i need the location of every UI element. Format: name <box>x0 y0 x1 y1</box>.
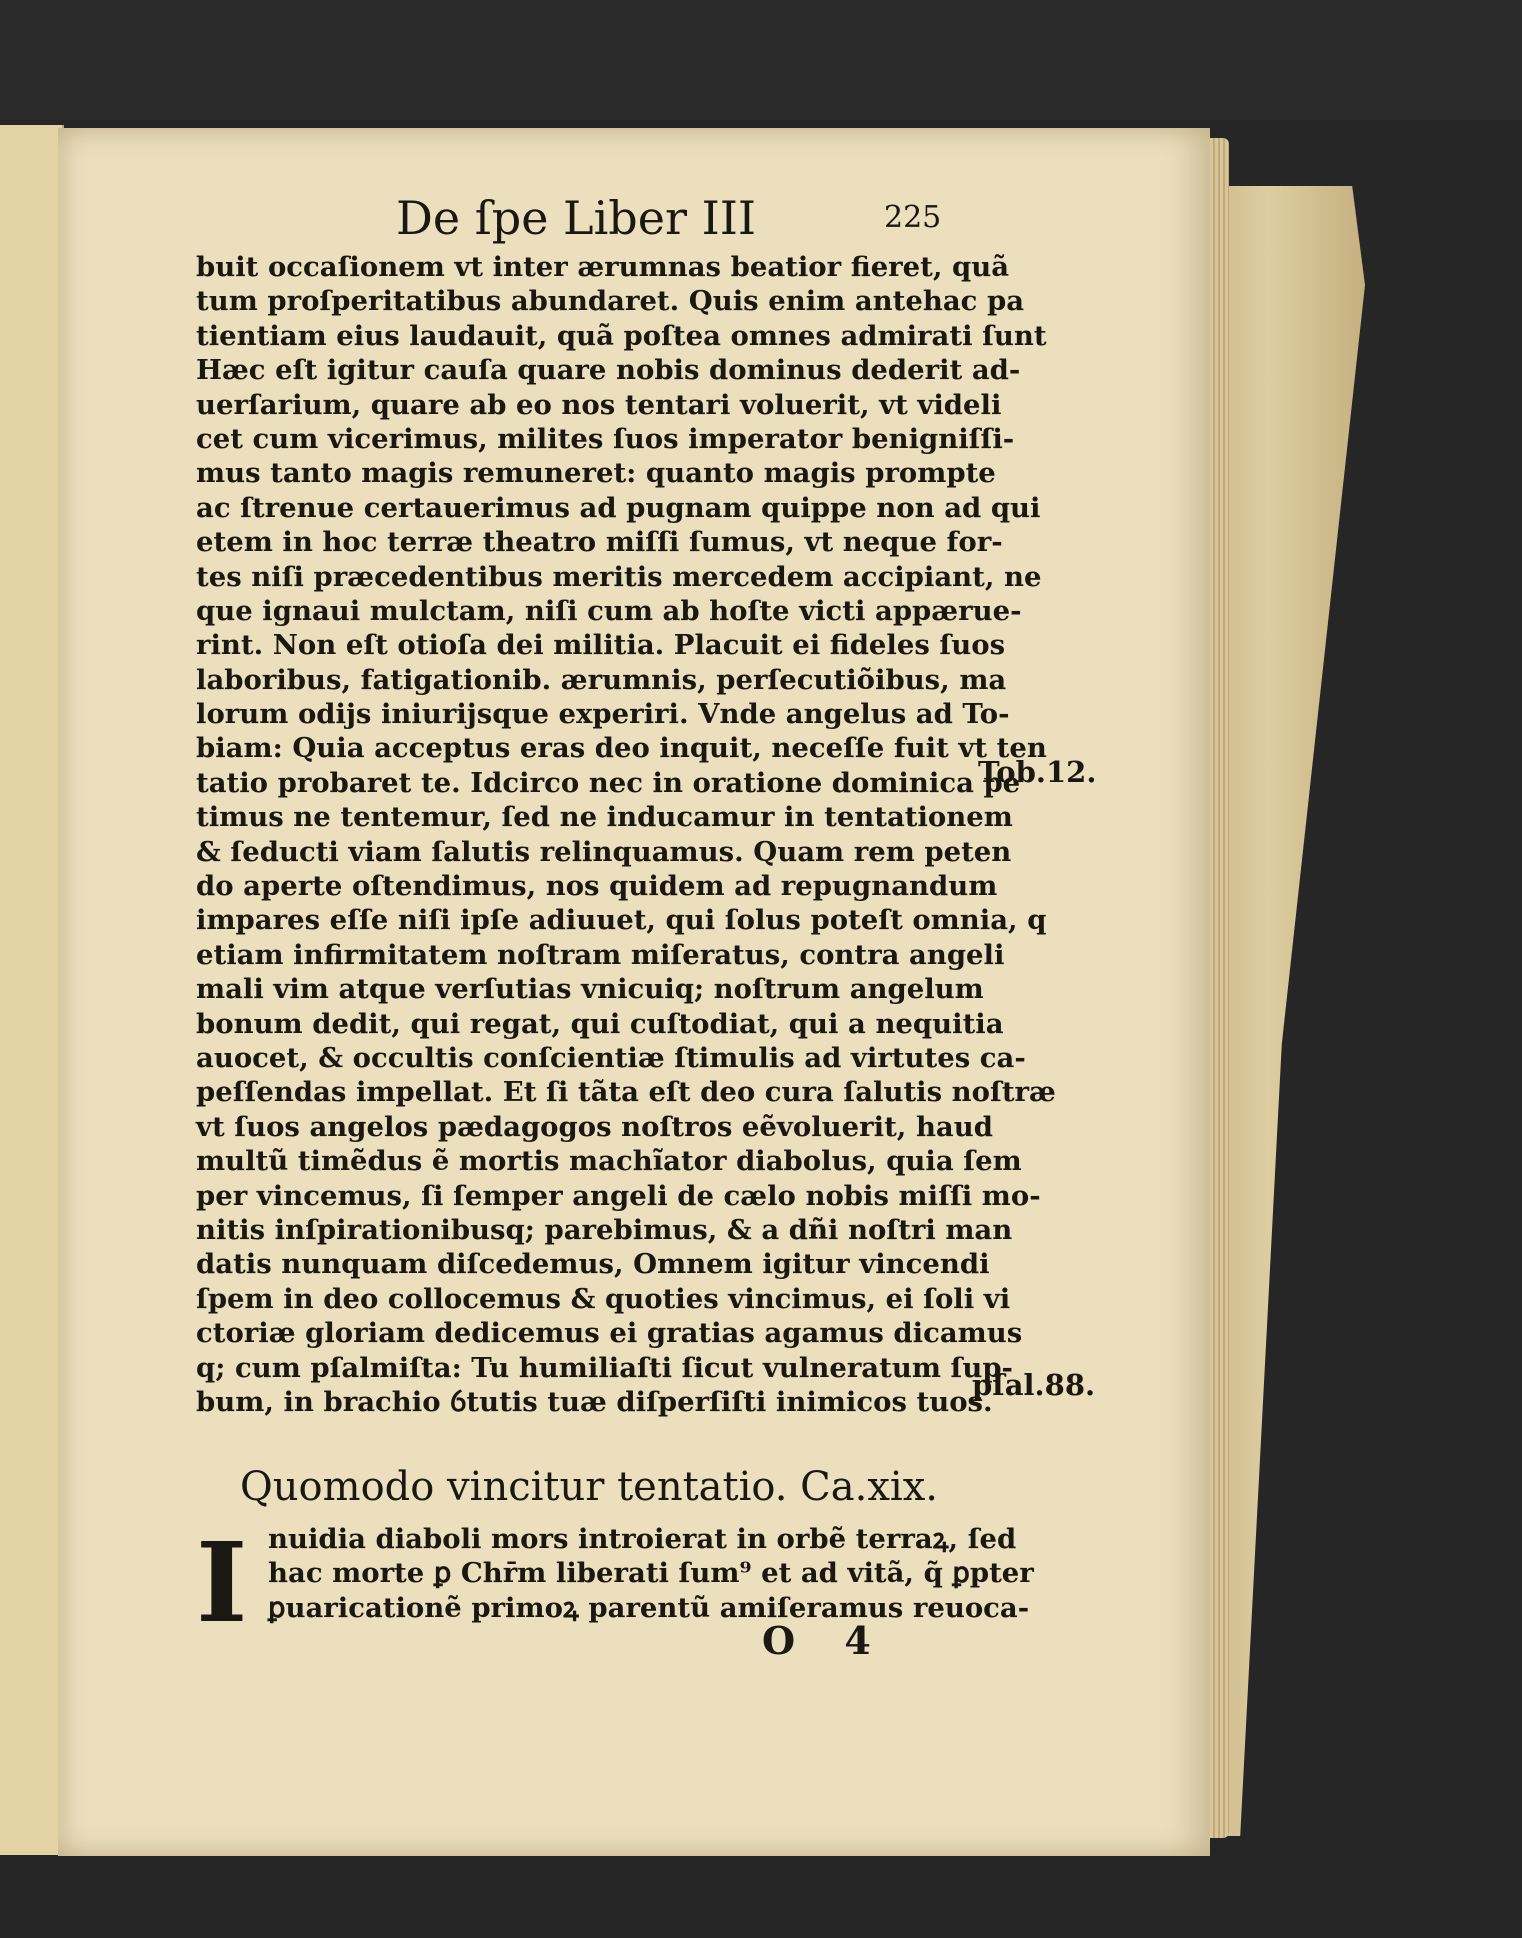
text-line: datis nunquam diſcedemus, Omnem igitur vincendi <box>196 1248 990 1281</box>
text-line: mus tanto magis remuneret: quanto magis prompte <box>196 457 996 490</box>
text-line: tum proſperitatibus abundaret. Quis enim antehac pa <box>196 285 1025 318</box>
text-line: impares eſſe niſi ipſe adiuuet, qui ſolus poteſt omnia, q <box>196 904 1047 937</box>
text-line: etiam infirmitatem noſtram miſeratus, contra angeli <box>196 938 1005 971</box>
text-line: ac ſtrenue certauerimus ad pugnam quippe non ad qui <box>196 491 1041 524</box>
book-back-cover-edge <box>1205 186 1365 1836</box>
text-line: do aperte oſtendimus, nos quidem ad repugnandum <box>196 870 998 903</box>
text-line: tes niſi præcedentibus meritis mercedem accipiant, ne <box>196 560 1042 593</box>
text-line: biam: Quia acceptus eras deo inquit, neceſſe fuit vt ten <box>196 732 1047 765</box>
text-line: & ſeducti viam ſalutis relinquamus. Quam rem peten <box>196 835 1012 868</box>
text-line: per vincemus, ſi ſemper angeli de cælo nobis miſſi mo- <box>196 1179 1041 1212</box>
text-line: mali vim atque verſutias vnicuiq; noſtrum angelum <box>196 973 984 1006</box>
text-line: cet cum vicerimus, milites ſuos imperator benigniſſi- <box>196 422 1015 455</box>
text-line: multũ timẽdus ẽ mortis machĩator diabolus, quia ſem <box>196 1145 1022 1178</box>
page-header <box>396 190 942 254</box>
text-line: bonum dedit, qui regat, qui cuſtodiat, qui a nequitia <box>196 1007 1004 1040</box>
text-line: vt ſuos angelos pædagogos noſtros eẽvoluerit, haud <box>196 1110 993 1143</box>
text-line: timus ne tentemur, ſed ne inducamur in tentationem <box>196 801 1013 834</box>
text-line: tatio probaret te. Idcirco nec in oratione dominica pe <box>196 766 1021 799</box>
text-line: nitis inſpirationibusq; parebimus, & a dñi noſtri man <box>196 1213 1013 1246</box>
chapter-text-block <box>268 1522 1034 1625</box>
text-line: bum, in brachio ỽtutis tuæ diſperſiſti inimicos tuos. <box>196 1385 993 1418</box>
text-line: Hæc eſt igitur cauſa quare nobis dominus dederit ad- <box>196 354 1021 387</box>
text-line: rint. Non eſt otioſa dei militia. Placuit ei fideles ſuos <box>196 629 1006 662</box>
text-line: peſſendas impellat. Et ſi tãta eſt deo cura ſalutis noſtræ <box>196 1076 1056 1109</box>
text-line: ctoriæ gloriam dedicemus ei gratias agamus dicamus <box>196 1317 1023 1350</box>
text-line: buit occaſionem vt inter ærumnas beatior fieret, quã <box>196 251 1010 283</box>
text-line: hac morte ꝑ Chr̄m liberati ſum⁹ et ad vitã, q̃ ꝑpter <box>268 1557 1034 1590</box>
text-line: ſpem in deo collocemus & quoties vincimus, ei ſoli vi <box>196 1282 1011 1315</box>
chapter-heading: Quomodo vincitur tentatio. Ca.xix. <box>240 1464 938 1510</box>
marginal-note-psalm: pſal.88. <box>972 1368 1096 1402</box>
dark-background <box>0 0 1522 120</box>
signature-mark: O 4 <box>762 1618 889 1663</box>
folio-number: 225 <box>884 200 942 235</box>
text-line: auocet, & occultis conſcientiæ ſtimulis ad virtutes ca- <box>196 1041 1026 1074</box>
marginal-note-tobit: Tob.12. <box>978 755 1097 789</box>
text-line: etem in hoc terræ theatro miſſi ſumus, vt neque for- <box>196 526 1003 559</box>
facing-page-edge <box>0 125 64 1855</box>
running-title: De ſpe Liber III <box>396 191 757 245</box>
text-line: q; cum pſalmiſta: Tu humiliaſti ſicut vulneratum ſup- <box>196 1351 1013 1384</box>
text-line: ꝑuaricationẽ primoꝝ parentũ amiſeramus reuoca- <box>268 1591 1030 1624</box>
text-line: laboribus, fatigationib. ærumnis, perſecutiõibus, ma <box>196 663 1007 696</box>
text-line: nuidia diaboli mors introierat in orbẽ terraꝝ, ſed <box>268 1523 1017 1555</box>
text-line: lorum odijs iniurijsque experiri. Vnde angelus ad To- <box>196 698 1010 731</box>
text-line: que ignaui mulctam, niſi cum ab hoſte victi appærue- <box>196 594 1022 627</box>
text-line: uerſarium, quare ab eo nos tentari voluerit, vt videli <box>196 388 1002 421</box>
text-line: tientiam eius laudauit, quã poſtea omnes admirati ſunt <box>196 319 1047 352</box>
drop-initial: I <box>196 1518 248 1647</box>
